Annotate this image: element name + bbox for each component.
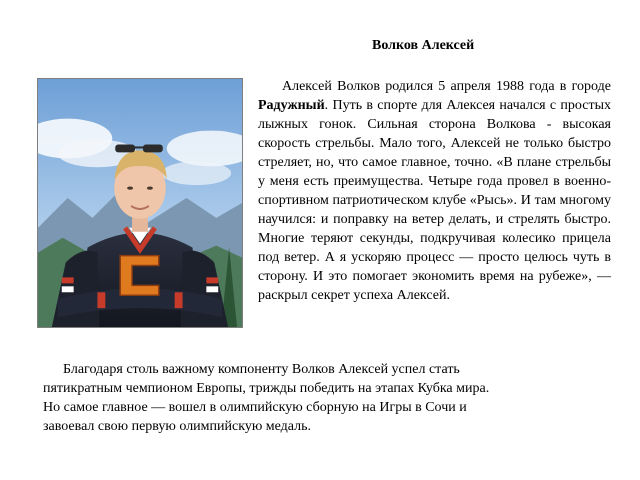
bio-text-start: Алексей Волков родился 5 апреля 1988 года в городе: [282, 79, 611, 94]
achievements-line: Но самое главное — вошел в олимпийскую сборную на Игры в Сочи и: [43, 400, 467, 415]
achievements-line: Благодаря столь важному компоненту Волков Алексей успел стать: [63, 362, 460, 377]
athlete-photo: [37, 78, 243, 328]
page-title: Волков Алексей: [372, 38, 475, 53]
achievements-line: пятикратным чемпионом Европы, трижды победить на этапах Кубка мира.: [43, 381, 490, 396]
achievements-line: завоевал свою первую олимпийскую медаль.: [43, 419, 312, 434]
athlete-photo-image: [38, 79, 242, 327]
birth-city: Радужный: [258, 98, 325, 113]
achievements-paragraph: [43, 360, 583, 436]
bio-text-rest: . Путь в спорте для Алексея начался с простых лыжных гонок. Сильная сторона Волкова - высокая скорость стрельбы. Мало того, Алексей не только быстро стреляет, но, что самое главное, точно. «В плане стрельбы у меня есть преимущества. Четыре года провел в военно-спортивном патриотическом клубе «Рысь». И там многому научился: и поправку на ветер делать, и стрелять быстро. Многие теряют секунды, подкручивая колесико прицела под ветер. А я ускоряю процесс — просто целюсь чуть в сторону. И это помогает экономить время на рубеже», — раскрыл секрет успеха Алексей.: [258, 98, 611, 303]
bio-paragraph: [258, 77, 611, 305]
